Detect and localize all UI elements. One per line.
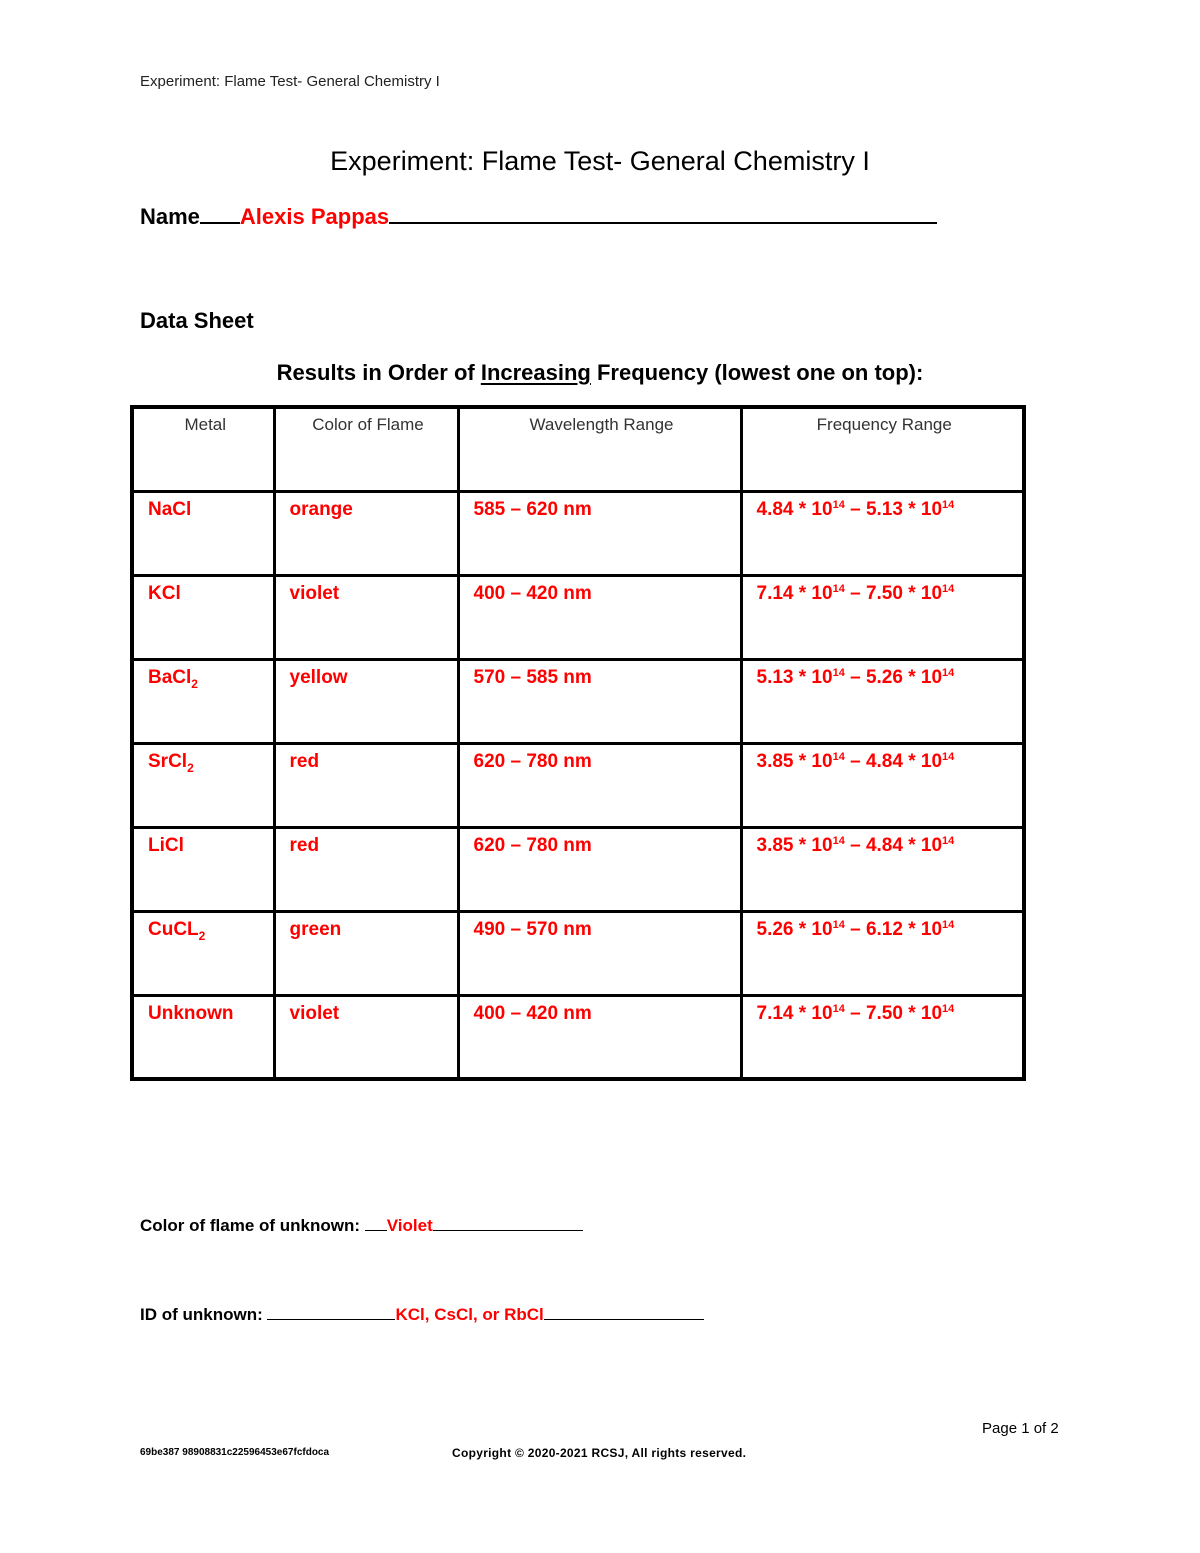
metal-subscript: 2 <box>198 928 206 943</box>
frequency-high: – 5.13 * 10 <box>844 498 943 520</box>
document-id: 69be387 98908831c22596453e67fcfdoca <box>140 1447 330 1458</box>
name-row <box>140 202 937 230</box>
frequency-low-exponent: 14 <box>832 1002 845 1015</box>
column-header: Frequency Range <box>741 407 1024 491</box>
metal-cell <box>132 911 274 995</box>
caption-emphasis: Increasing <box>480 360 591 385</box>
metal-name: KCl <box>148 582 181 604</box>
column-header: Wavelength Range <box>458 407 741 491</box>
flame-color-cell: violet <box>274 575 458 659</box>
wavelength-cell: 490 – 570 nm <box>458 911 741 995</box>
table-row <box>132 827 1024 911</box>
flame-color-question <box>140 1216 583 1236</box>
wavelength-cell: 400 – 420 nm <box>458 575 741 659</box>
page-number: Page 1 of 2 <box>982 1420 1059 1437</box>
metal-cell <box>132 995 274 1079</box>
frequency-low-exponent: 14 <box>832 834 845 847</box>
unknown-id-answer: KCl, CsCl, or RbCl <box>395 1305 544 1324</box>
page-title: Experiment: Flame Test- General Chemistry I <box>330 146 870 176</box>
flame-color-cell: red <box>274 743 458 827</box>
frequency-low-exponent: 14 <box>832 918 845 931</box>
frequency-low: 7.14 * 10 <box>756 582 833 604</box>
frequency-cell <box>741 911 1024 995</box>
column-header: Metal <box>132 407 274 491</box>
frequency-high: – 4.84 * 10 <box>844 834 943 856</box>
name-value: Alexis Pappas <box>239 204 390 229</box>
metal-name: CuCL <box>148 918 199 940</box>
frequency-high: – 7.50 * 10 <box>844 1002 943 1024</box>
flame-blank-lead <box>365 1216 387 1231</box>
metal-cell <box>132 743 274 827</box>
metal-name: Unknown <box>148 1002 234 1024</box>
frequency-high: – 4.84 * 10 <box>844 750 943 772</box>
frequency-low-exponent: 14 <box>832 666 845 679</box>
flame-blank-trail <box>433 1216 583 1231</box>
id-blank-trail <box>544 1305 704 1320</box>
frequency-low-exponent: 14 <box>832 750 845 763</box>
table-row <box>132 575 1024 659</box>
flame-color-cell: yellow <box>274 659 458 743</box>
frequency-cell <box>741 995 1024 1079</box>
column-header: Color of Flame <box>274 407 458 491</box>
name-blank-lead <box>200 202 240 224</box>
frequency-cell <box>741 743 1024 827</box>
flame-color-cell: green <box>274 911 458 995</box>
metal-subscript: 2 <box>191 676 198 691</box>
unknown-id-label: ID of unknown: <box>140 1305 268 1324</box>
flame-color-cell: violet <box>274 995 458 1079</box>
frequency-low: 3.85 * 10 <box>756 750 833 772</box>
id-blank-lead <box>267 1305 395 1320</box>
metal-name: LiCl <box>148 834 184 856</box>
frequency-high-exponent: 14 <box>942 1002 955 1015</box>
frequency-high: – 6.12 * 10 <box>844 918 943 940</box>
flame-color-answer: Violet <box>386 1216 433 1235</box>
copyright-notice: Copyright © 2020-2021 RCSJ, All rights reserved. <box>452 1446 747 1460</box>
table-header-row <box>132 407 1024 491</box>
section-title: Data Sheet <box>140 308 254 333</box>
results-table <box>130 405 1026 1081</box>
metal-cell <box>132 575 274 659</box>
table-row <box>132 911 1024 995</box>
wavelength-cell: 570 – 585 nm <box>458 659 741 743</box>
frequency-low: 5.26 * 10 <box>756 918 833 940</box>
frequency-low: 3.85 * 10 <box>756 834 833 856</box>
frequency-high-exponent: 14 <box>942 582 955 595</box>
table-row <box>132 491 1024 575</box>
frequency-high-exponent: 14 <box>942 918 955 931</box>
frequency-cell <box>741 491 1024 575</box>
metal-name: BaCl <box>148 666 192 688</box>
frequency-low-exponent: 14 <box>832 582 845 595</box>
metal-cell <box>132 659 274 743</box>
flame-color-cell: orange <box>274 491 458 575</box>
caption-start: Results in Order of <box>276 360 481 385</box>
unknown-id-question <box>140 1305 704 1325</box>
table-row <box>132 743 1024 827</box>
running-header: Experiment: Flame Test- General Chemistry I <box>140 73 440 90</box>
table-row <box>132 659 1024 743</box>
flame-color-label: Color of flame of unknown: <box>140 1216 365 1235</box>
wavelength-cell: 620 – 780 nm <box>458 743 741 827</box>
frequency-cell <box>741 659 1024 743</box>
flame-color-cell: red <box>274 827 458 911</box>
frequency-high: – 5.26 * 10 <box>844 666 943 688</box>
frequency-high: – 7.50 * 10 <box>844 582 943 604</box>
name-label: Name <box>140 204 200 229</box>
frequency-low: 7.14 * 10 <box>756 1002 833 1024</box>
frequency-cell <box>741 575 1024 659</box>
table-row <box>132 995 1024 1079</box>
frequency-low: 4.84 * 10 <box>756 498 833 520</box>
frequency-high-exponent: 14 <box>942 750 955 763</box>
metal-cell <box>132 827 274 911</box>
frequency-low: 5.13 * 10 <box>756 666 833 688</box>
frequency-low-exponent: 14 <box>832 498 845 511</box>
wavelength-cell: 400 – 420 nm <box>458 995 741 1079</box>
frequency-high-exponent: 14 <box>942 498 955 511</box>
metal-subscript: 2 <box>187 760 194 775</box>
frequency-high-exponent: 14 <box>942 666 955 679</box>
wavelength-cell: 585 – 620 nm <box>458 491 741 575</box>
frequency-high-exponent: 14 <box>942 834 955 847</box>
name-blank-trail <box>389 202 937 224</box>
frequency-cell <box>741 827 1024 911</box>
metal-name: NaCl <box>148 498 192 520</box>
wavelength-cell: 620 – 780 nm <box>458 827 741 911</box>
metal-cell <box>132 491 274 575</box>
caption-end: Frequency (lowest one on top): <box>590 360 924 385</box>
table-caption <box>0 360 1200 386</box>
metal-name: SrCl <box>148 750 188 772</box>
